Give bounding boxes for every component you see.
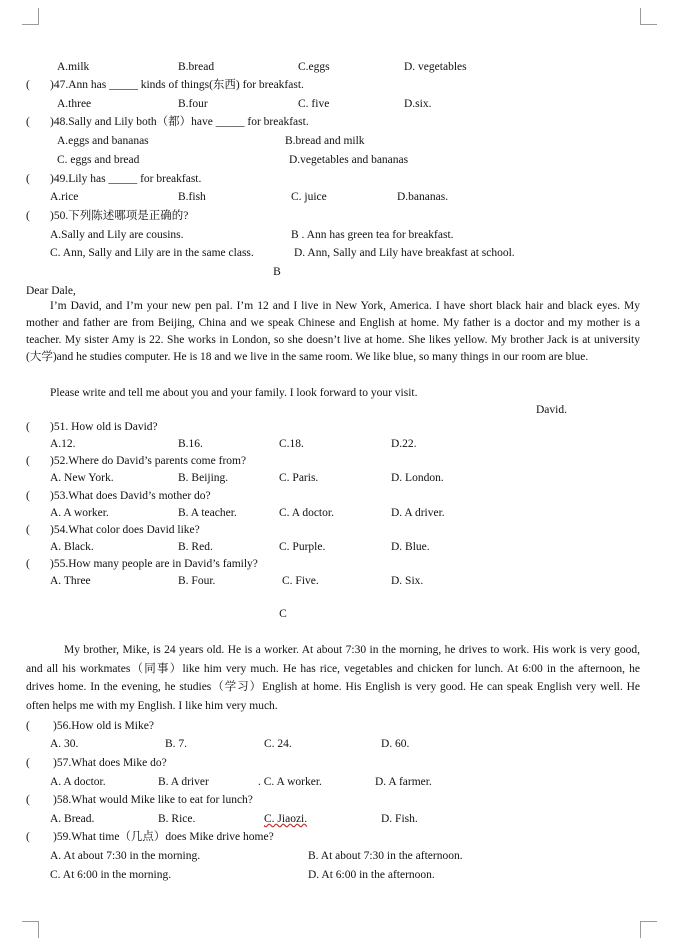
- option-c: C. A doctor.: [279, 507, 334, 519]
- option-c: C. At 6:00 in the morning.: [50, 869, 172, 881]
- option-b: B.fish: [178, 191, 206, 203]
- option-d: D. Blue.: [391, 541, 430, 553]
- option-c: C. Purple.: [279, 541, 326, 553]
- option-a: A.Sally and Lily are cousins.: [50, 229, 184, 241]
- question-stem: )56.How old is Mike?: [53, 720, 154, 732]
- question-stem: )55.How many people are in David’s family?: [50, 558, 258, 570]
- passage-paragraph: My brother, Mike, is 24 years old. He is a worker. At about 7:30 in the morning, he drives to work. His work is very good, and all his workmates（同事）like him very much. He has rice, vegetables and chicken for lunch. At 6:00 in the afternoon, he drives home. In the evening, he studies（学习）English at home. His English is very good. He can speak English very well. He often helps me with my English. I like him very much.: [26, 644, 640, 712]
- option-d: D. At 6:00 in the afternoon.: [308, 869, 435, 881]
- option-a: A. Black.: [50, 541, 94, 553]
- question-stem: )52.Where do David’s parents come from?: [50, 455, 247, 467]
- letter-signature: David.: [536, 404, 567, 416]
- option-d: D. 60.: [381, 738, 410, 750]
- option-c: C.18.: [279, 438, 304, 450]
- option-b: B. Red.: [178, 541, 213, 553]
- crop-mark-top-right: [640, 8, 657, 25]
- question-stem: )49.Lily has _____ for breakfast.: [50, 173, 202, 185]
- section-heading-b: B: [273, 266, 281, 278]
- question-stem: )53.What does David’s mother do?: [50, 490, 211, 502]
- question-stem: )47.Ann has _____ kinds of things(东西) for breakfast.: [50, 79, 304, 91]
- letter-salutation: Dear Dale,: [26, 285, 76, 297]
- option-c: C. Paris.: [279, 472, 319, 484]
- option-c: C. five: [298, 98, 330, 110]
- question-stem: )51. How old is David?: [50, 421, 158, 433]
- question-stem: )50.下列陈述哪项是正确的?: [50, 210, 189, 222]
- option-a: A. A worker.: [50, 507, 109, 519]
- answer-paren: (: [26, 757, 30, 769]
- option-a: A.rice: [50, 191, 79, 203]
- answer-paren: (: [26, 794, 30, 806]
- answer-paren: (: [26, 558, 30, 570]
- option-c: C. eggs and bread: [57, 154, 140, 166]
- option-c: . C. A worker.: [258, 776, 322, 788]
- option-d: D.six.: [404, 98, 432, 110]
- option-a: A.12.: [50, 438, 76, 450]
- section-heading-c: C: [279, 608, 287, 620]
- question-stem: )48.Sally and Lily both（都）have _____ for breakfast.: [50, 116, 309, 128]
- option-b: B. A teacher.: [178, 507, 237, 519]
- option-b: B. Beijing.: [178, 472, 229, 484]
- option-b: B. At about 7:30 in the afternoon.: [308, 850, 463, 862]
- question-stem: )58.What would Mike like to eat for lunch?: [53, 794, 253, 806]
- option-d: D.bananas.: [397, 191, 449, 203]
- option-a: A. New York.: [50, 472, 114, 484]
- option-b: B.bread: [178, 61, 215, 73]
- option-d: D. Six.: [391, 575, 424, 587]
- option-d: D.vegetables and bananas: [289, 154, 409, 166]
- letter-paragraph: I’m David, and I’m your new pen pal. I’m 12 and I live in New York, America. I have short black hair and black eyes. My mother and father are from Beijing, China and we speak Chinese and English at home. My father is a doctor and my mother is a teacher. My sister Amy is 22. She works in London, so she doesn’t live at home. She likes yellow. My brother Jack is at university (大学)and he studies computer. He is 18 and we live in the same room. We like blue, so many things in our room are blue.: [26, 300, 640, 363]
- question-stem: )54.What color does David like?: [50, 524, 200, 536]
- answer-paren: (: [26, 210, 30, 222]
- option-b: B. A driver: [158, 776, 209, 788]
- option-d: D. London.: [391, 472, 444, 484]
- answer-paren: (: [26, 173, 30, 185]
- answer-paren: (: [26, 116, 30, 128]
- option-a: A.milk: [57, 61, 90, 73]
- letter-paragraph-closing: Please write and tell me about you and your family. I look forward to your visit.: [50, 387, 418, 399]
- answer-paren: (: [26, 490, 30, 502]
- option-b: B. Four.: [178, 575, 216, 587]
- option-a: A.eggs and bananas: [57, 135, 149, 147]
- option-c: C. Jiaozi.: [264, 813, 308, 825]
- option-a: A. Three: [50, 575, 91, 587]
- option-b: B.four: [178, 98, 208, 110]
- option-d: D. vegetables: [404, 61, 467, 73]
- option-c: C. juice: [291, 191, 327, 203]
- answer-paren: (: [26, 79, 30, 91]
- option-c: C. 24.: [264, 738, 292, 750]
- question-stem: )59.What time（几点）does Mike drive home?: [53, 831, 274, 843]
- option-d: D. Ann, Sally and Lily have breakfast at school.: [294, 247, 515, 259]
- option-b: B. 7.: [165, 738, 188, 750]
- option-d: D.22.: [391, 438, 417, 450]
- option-d: D. A driver.: [391, 507, 445, 519]
- option-a: A. Bread.: [50, 813, 95, 825]
- option-d: D. Fish.: [381, 813, 418, 825]
- option-c: C. Ann, Sally and Lily are in the same class.: [50, 247, 254, 259]
- crop-mark-bottom-right: [640, 921, 657, 938]
- option-a: A. At about 7:30 in the morning.: [50, 850, 201, 862]
- option-a: A. 30.: [50, 738, 79, 750]
- option-a: A.three: [57, 98, 92, 110]
- answer-paren: (: [26, 421, 30, 433]
- crop-mark-top-left: [22, 8, 39, 25]
- option-a: A. A doctor.: [50, 776, 106, 788]
- answer-paren: (: [26, 831, 30, 843]
- crop-mark-bottom-left: [22, 921, 39, 938]
- option-b: B.bread and milk: [285, 135, 365, 147]
- option-b: B . Ann has green tea for breakfast.: [291, 229, 454, 241]
- answer-paren: (: [26, 455, 30, 467]
- answer-paren: (: [26, 720, 30, 732]
- answer-paren: (: [26, 524, 30, 536]
- question-stem: )57.What does Mike do?: [53, 757, 167, 769]
- option-c: C.eggs: [298, 61, 330, 73]
- option-d: D. A farmer.: [375, 776, 432, 788]
- option-b: B.16.: [178, 438, 203, 450]
- option-c: C. Five.: [282, 575, 319, 587]
- option-b: B. Rice.: [158, 813, 196, 825]
